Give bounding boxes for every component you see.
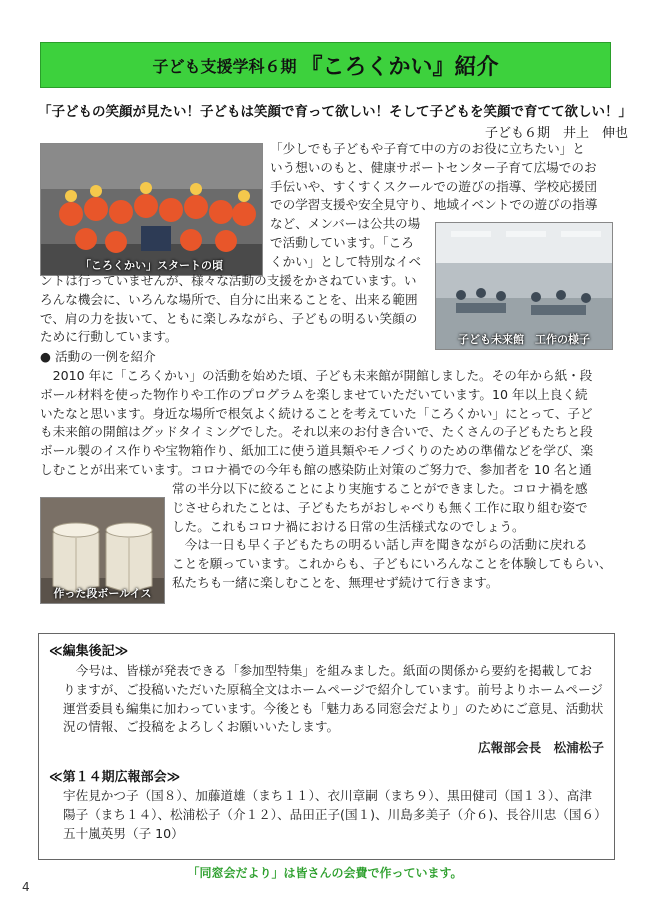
activity-paragraph [40, 367, 618, 480]
author-line: 子ども６期 井上 伸也 [484, 126, 628, 141]
activity-line: ボール材料を使った物作りや工作のプログラムを楽しませていただいています。10 年以上良く続 [40, 386, 588, 402]
chairs-photo [40, 497, 165, 604]
closing-line: 常の半分以下に絞ることにより実施することができました。コロナ禍を感 [172, 481, 588, 496]
intro-line: ろんな機会に、いろんな場所で、自分に出来ることを、出来る範囲 [40, 291, 418, 307]
title-banner [40, 42, 611, 88]
closing-line: ことを願っています。これからも、子どもにいろんなことを体験してもらい、 [172, 556, 612, 572]
activity-line: いたなと思います。身近な場所で根気よく続けることを考えていた「ころくかい」にとって、子ど [40, 405, 593, 421]
closing-line: した。これもコロナ禍における日常の生活様式なのでしょう。 [172, 518, 525, 534]
activity-line: ボール製のイス作りや宝物箱作り、紙加工に使う道具類やモノづくりのための準備などを学び、楽 [40, 443, 594, 459]
editor-note-body: 今号は、皆様が発表できる「参加型特集」を組みました。紙面の関係から要約を掲載しておりますが、ご投稿いただいた原稿全文はホームページで紹介しています。前号よりホームページ運営委員も編集に加わっています。今後とも「魅力ある同窓会だより」のためにご意見、活動状況の情報、ご投稿をよろしくお願いいたします。 [63, 663, 604, 735]
closing-line: じさせられたことは、子どもたちがおしゃべりも無く工作に取り組む姿で [172, 499, 588, 515]
activity-bullet-label: 活動の一例を紹介 [55, 349, 156, 364]
activity-line: しむことが出来ています。コロナ禍での今年も館の感染防止対策のご努力で、参加者を 10 名と通 [40, 461, 592, 477]
closing-line: 私たちも一緒に楽しむことを、無理せず続けて行きます。 [172, 574, 499, 590]
headline-quote: 「子どもの笑顔が見たい！子どもは笑顔で育って欲しい！そして子どもを笑顔で育てて欲しい！」 [38, 104, 632, 120]
committee-heading: ≪第１４期広報部会≫ [49, 769, 181, 785]
intro-line: ントは行っていませんが、様々な活動の支援をかさねています。い [40, 273, 417, 288]
group-photo-caption: 「ころくかい」スタートの頃 [80, 259, 223, 272]
intro-line: 手伝いや、すくすくスクールでの遊びの指導、学校応援団 [270, 178, 597, 194]
workshop-photo-caption: 子ども未来館 工作の様子 [458, 333, 590, 346]
intro-paragraph [270, 140, 615, 272]
intro-paragraph-cont [40, 272, 435, 347]
footer-note: 「同窓会だより」は皆さんの会費で作っています。 [187, 866, 463, 880]
group-photo [40, 143, 263, 276]
intro-line: での学習支援や安全見守り、地域イベントでの遊びの指導 [270, 197, 598, 213]
closing-paragraph [172, 480, 618, 593]
intro-line: で、肩の力を抜いて、ともに楽しみながら、子どもの明るい笑顔の [40, 310, 418, 326]
title-name: 『ころくかい』紹介 [300, 54, 499, 80]
editor-note-box [38, 633, 615, 860]
closing-line: 今は一日も早く子どもたちの明るい話し声を聞きながらの活動に戻れる [172, 537, 588, 553]
intro-line: 「少しでも子どもや子育て中の方のお役に立ちたい」と [270, 141, 585, 156]
intro-line: で活動しています。「ころ [270, 234, 414, 250]
intro-line: いう想いのもと、健康サポートセンター子育て広場でのお [270, 159, 597, 175]
activity-line: も未来館の開館はグッドタイミングでした。それ以来のお付き合いで、たくさんの子どもたちと段 [40, 424, 593, 440]
page-number: 4 [22, 880, 30, 894]
intro-line: ために行動しています。 [40, 329, 178, 345]
title-prefix: 子ども支援学科６期 [152, 56, 297, 76]
intro-line: くかい」として特別なイベ [270, 253, 422, 269]
activity-line: 2010 年に「ころくかい」の活動を始めた頃、子ども未来館が開館しました。その年から紙・段 [40, 368, 593, 383]
chairs-photo-caption: 作った段ボールイス [53, 587, 152, 600]
editor-note-heading: ≪編集後記≫ [49, 644, 129, 659]
activity-bullet: ● 活動の一例を紹介 [40, 349, 156, 364]
committee-members: 宇佐見かつ子（国８）、加藤道雄（まち１１）、衣川章嗣（まち９）、黒田健司（国１３）、高津陽子（まち１４）、松浦松子（介１２）、品田正子(国１)、川島多美子（介６)、長谷川忠（国６）五十嵐英男（子 10） [63, 787, 601, 841]
editor-note-signature: 広報部会長 松浦松子 [478, 740, 604, 756]
intro-line: など、メンバーは公共の場 [270, 216, 421, 232]
